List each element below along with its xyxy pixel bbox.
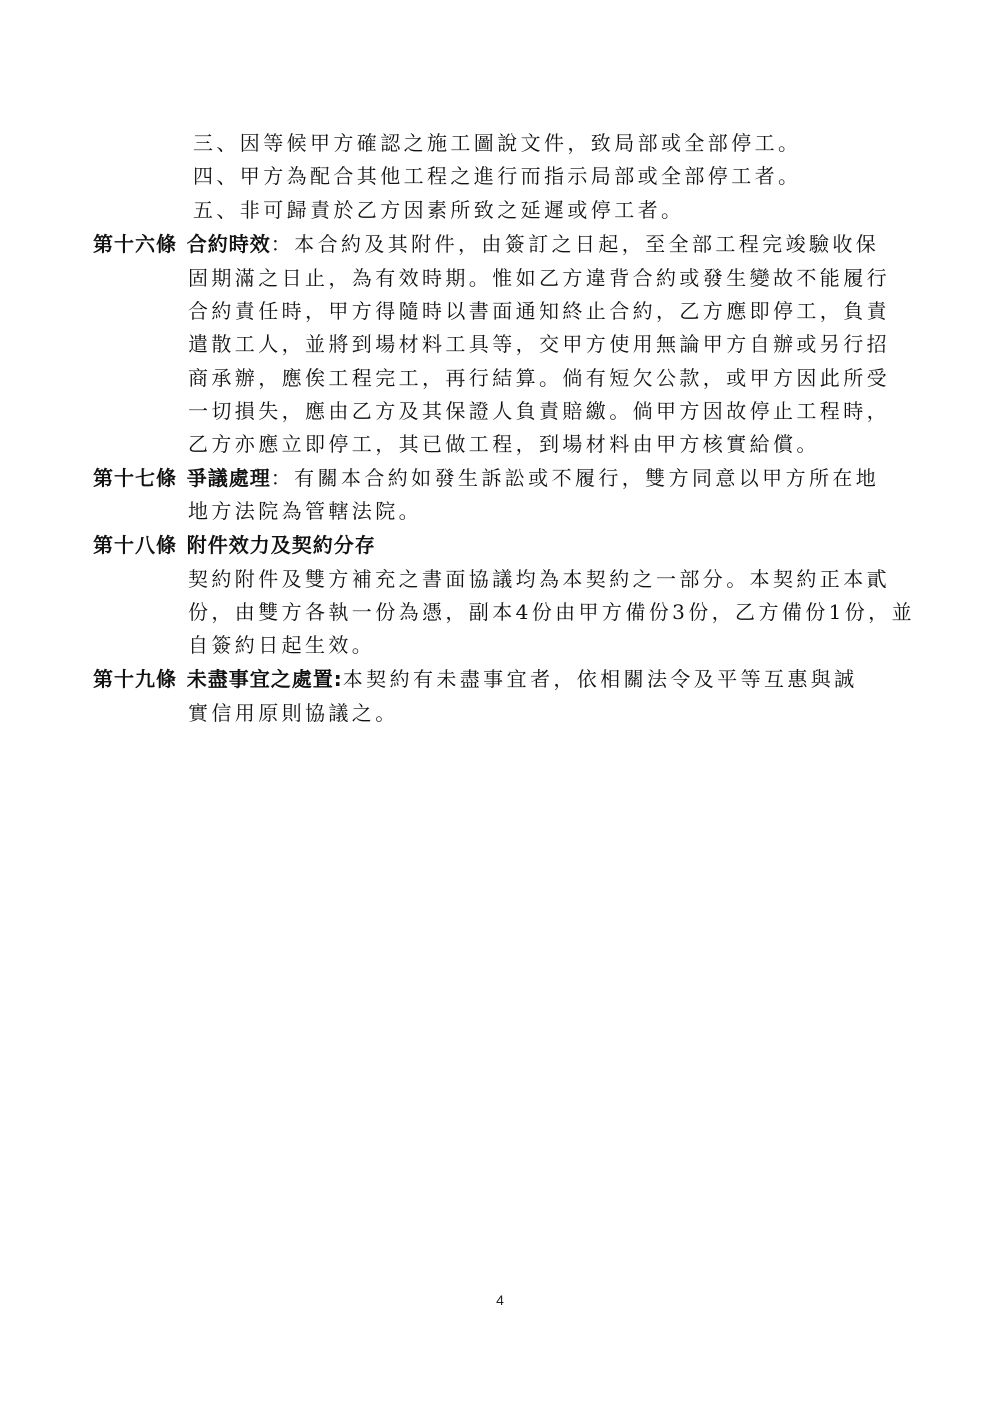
article-text-line: 固期滿之日止，為有效時期。惟如乙方違背合約或發生變故不能履行 xyxy=(188,266,890,290)
article-separator: ： xyxy=(270,466,295,490)
article-text: 有關本合約如發生訴訟或不履行，雙方同意以甲方所在地 xyxy=(294,466,880,490)
article-title: 附件效力及契約分存 xyxy=(186,533,376,557)
article-title: 爭議處理 xyxy=(186,466,271,490)
article-title: 合約時效 xyxy=(186,232,271,256)
article-number: 第十六條 xyxy=(93,232,177,256)
article-text-line: 商承辦，應俟工程完工，再行結算。倘有短欠公款，或甲方因此所受 xyxy=(188,366,890,390)
page-number: 4 xyxy=(496,1292,504,1308)
article-text-line: 自簽約日起生效。 xyxy=(188,633,376,657)
article-16-heading xyxy=(93,232,879,256)
article-separator: ： xyxy=(270,232,295,256)
article-text-line: 一切損失，應由乙方及其保證人負責賠繳。倘甲方因故停止工程時， xyxy=(188,399,890,423)
article-text-line: 契約附件及雙方補充之書面協議均為本契約之一部分。本契約正本貳 xyxy=(188,567,890,591)
list-item: 三、因等候甲方確認之施工圖說文件，致局部或全部停工。 xyxy=(193,131,802,155)
article-number: 第十九條 xyxy=(93,667,177,691)
article-title: 未盡事宜之處置 xyxy=(186,667,334,691)
article-text-line: 實信用原則協議之。 xyxy=(188,701,399,725)
article-19-heading xyxy=(93,667,858,691)
list-item: 四、甲方為配合其他工程之進行而指示局部或全部停工者。 xyxy=(193,164,802,188)
article-text-line: 地方法院為管轄法院。 xyxy=(188,499,422,523)
article-text-line: 合約責任時，甲方得隨時以書面通知終止合約，乙方應即停工，負責 xyxy=(188,299,890,323)
list-item: 五、非可歸責於乙方因素所致之延遲或停工者。 xyxy=(193,198,685,222)
article-text: 本合約及其附件，由簽訂之日起，至全部工程完竣驗收保 xyxy=(294,232,880,256)
article-18-heading xyxy=(93,533,376,557)
article-number: 第十七條 xyxy=(93,466,177,490)
article-text-line: 乙方亦應立即停工，其已做工程，到場材料由甲方核實給償。 xyxy=(188,432,820,456)
article-17-heading xyxy=(93,466,879,490)
article-number: 第十八條 xyxy=(93,533,177,557)
article-text: 本契約有未盡事宜者，依相關法令及平等互惠與誠 xyxy=(342,667,858,691)
article-text-line: 遣散工人，並將到場材料工具等，交甲方使用無論甲方自辦或另行招 xyxy=(188,332,890,356)
article-separator: : xyxy=(333,667,343,691)
article-text-line: 份，由雙方各執一份為憑，副本4份由甲方備份3份，乙方備份1份，並 xyxy=(188,600,915,624)
